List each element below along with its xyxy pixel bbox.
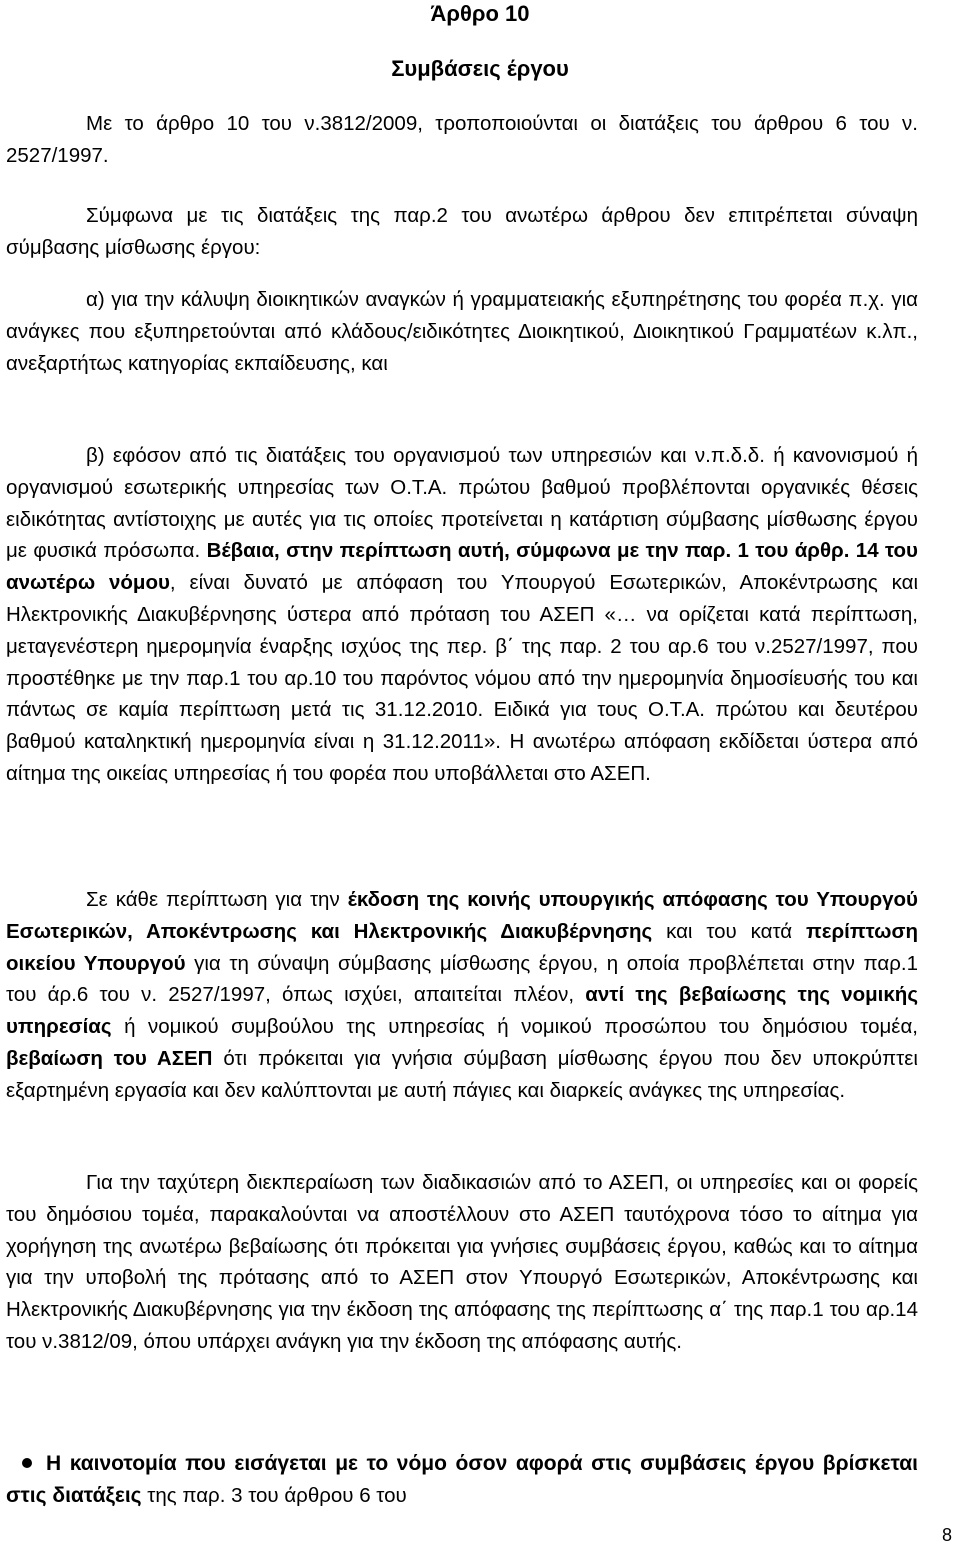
decision-bold-h: βεβαίωση του ΑΣΕΠ bbox=[6, 1046, 213, 1070]
bullet-dot-icon bbox=[22, 1458, 32, 1468]
bullet-innovation bbox=[6, 1448, 918, 1512]
paragraph-case-a: α) για την κάλυψη διοικητικών αναγκών ή γραμματειακής εξυπηρέτησης του φορέα π.χ. για ανάγκες που εξυπηρετούνται από κλάδους/ειδικότητες Διοικητικού, Διοικητικού Γραμματέων κ.λπ., ανεξαρτήτως κατηγορίας εκπαίδευσης, και bbox=[6, 288, 918, 375]
decision-bold-b: έκδοση της κοινής υπουργικής απόφασης του Υπουργού Εσωτερικών, Αποκέντρωσης και Ηλεκτρονικής Διακυβέρνησης bbox=[6, 888, 918, 943]
decision-text-i: ότι πρόκειται για γνήσια σύμβαση μίσθωσης έργου που δεν υποκρύπτει εξαρτημένη εργασία και δεν καλύπτονται με αυτή πάγιες και διαρκείς ανάγκες της υπηρεσίας. bbox=[6, 1046, 918, 1102]
case-b-text-start: β) εφόσον από τις διατάξεις του οργανισμού των υπηρεσιών και ν.π.δ.δ. ή κανονισμού ή οργανισμού εσωτερικής υπηρεσίας των Ο.Τ.Α. πρώτου βαθμού προβλέπονται οργανικές θέσεις ειδικότητας αντίστοιχης με αυτές για τις οποίες προτείνεται η κατάρτιση σύμβασης μίσθωσης έργου με φυσικά πρόσωπα. bbox=[6, 444, 918, 563]
case-b-text-end: , είναι δυνατό με απόφαση του Υπουργού Εσωτερικών, Αποκέντρωσης και Ηλεκτρονικής Διακυβέρνησης ύστερα από πρόταση του ΑΣΕΠ «… να ορίζεται κατά περίπτωση, μεταγενέστερη ημερομηνία έναρξης ισχύος της περ. β΄ της παρ. 2 του αρ.6 του ν.2527/1997, που προστέθηκε με την παρ.1 του αρ.10 του παρόντος νόμου από την ημερομηνία δημοσίευσής του και πάντως σε καμία περίπτωση μετά τις 31.12.2010. Ειδικά για τους Ο.Τ.Α. πρώτου και δευτέρου βαθμού καταληκτική ημερομηνία είναι η 31.12.2011». Η ανωτέρω απόφαση εκδίδεται ύστερα από αίτημα της οικείας υπηρεσίας ή του φορέα που υποβάλλεται στο ΑΣΕΠ. bbox=[6, 571, 918, 785]
page-number: 8 bbox=[941, 1525, 952, 1545]
article-title: Άρθρο 10 bbox=[430, 1, 530, 26]
paragraph-procedure: Για την ταχύτερη διεκπεραίωση των διαδικασιών από το ΑΣΕΠ, οι υπηρεσίες και οι φορείς του δημόσιου τομέα, παρακαλούνται να αποστέλλουν στο ΑΣΕΠ ταυτόχρονα τόσο το αίτημα για χορήγηση της ανωτέρω βεβαίωσης ότι πρόκειται για γνήσιες συμβάσεις έργου, καθώς και το αίτημα για την υποβολή της πρότασης από το ΑΣΕΠ στον Υπουργό Εσωτερικών, Αποκέντρωσης και Ηλεκτρονικής Διακυβέρνησης για την έκδοση της απόφασης της περίπτωσης α΄ της παρ.1 του αρ.14 του ν.3812/09, όπου υπάρχει ανάγκη για την έκδοση της απόφασης αυτής. bbox=[6, 1171, 918, 1353]
decision-bold-f: αντί της βεβαίωσης της νομικής υπηρεσίας bbox=[6, 983, 918, 1039]
paragraph-intro: Με το άρθρο 10 του ν.3812/2009, τροποποιούνται οι διατάξεις του άρθρου 6 του ν. 2527/1997. bbox=[6, 112, 918, 167]
decision-text-a: Σε κάθε περίπτωση για την bbox=[86, 888, 348, 911]
paragraph-case-b bbox=[6, 440, 918, 790]
decision-bold-d: περίπτωση οικείου Υπουργού bbox=[6, 919, 918, 975]
decision-text-c: και του κατά bbox=[652, 919, 807, 943]
decision-text-e: για τη σύναψη σύμβασης μίσθωσης έργου, η οποία προβλέπεται στην παρ.1 του άρ.6 του ν. 2527/1997, όπως ισχύει, απαιτείται πλέον, bbox=[6, 951, 918, 1007]
article-subtitle: Συμβάσεις έργου bbox=[391, 56, 569, 81]
bullet-rest-text: της παρ. 3 του άρθρου 6 του bbox=[141, 1484, 407, 1507]
paragraph-prohibition: Σύμφωνα με τις διατάξεις της παρ.2 του ανωτέρω άρθρου δεν επιτρέπεται σύναψη σύμβασης μίσθωσης έργου: bbox=[6, 204, 918, 259]
decision-text-g: ή νομικού συμβούλου της υπηρεσίας ή νομικού προσώπου του δημόσιου τομέα, bbox=[111, 1015, 918, 1039]
paragraph-ministerial-decision bbox=[6, 884, 918, 1107]
bullet-bold-text: Η καινοτομία που εισάγεται με το νόμο όσον αφορά στις συμβάσεις έργου βρίσκεται στις διατάξεις bbox=[6, 1452, 918, 1507]
case-b-bold-text: Βέβαια, στην περίπτωση αυτή, σύμφωνα με την παρ. 1 του άρθρ. 14 του ανωτέρω νόμου bbox=[6, 539, 918, 595]
